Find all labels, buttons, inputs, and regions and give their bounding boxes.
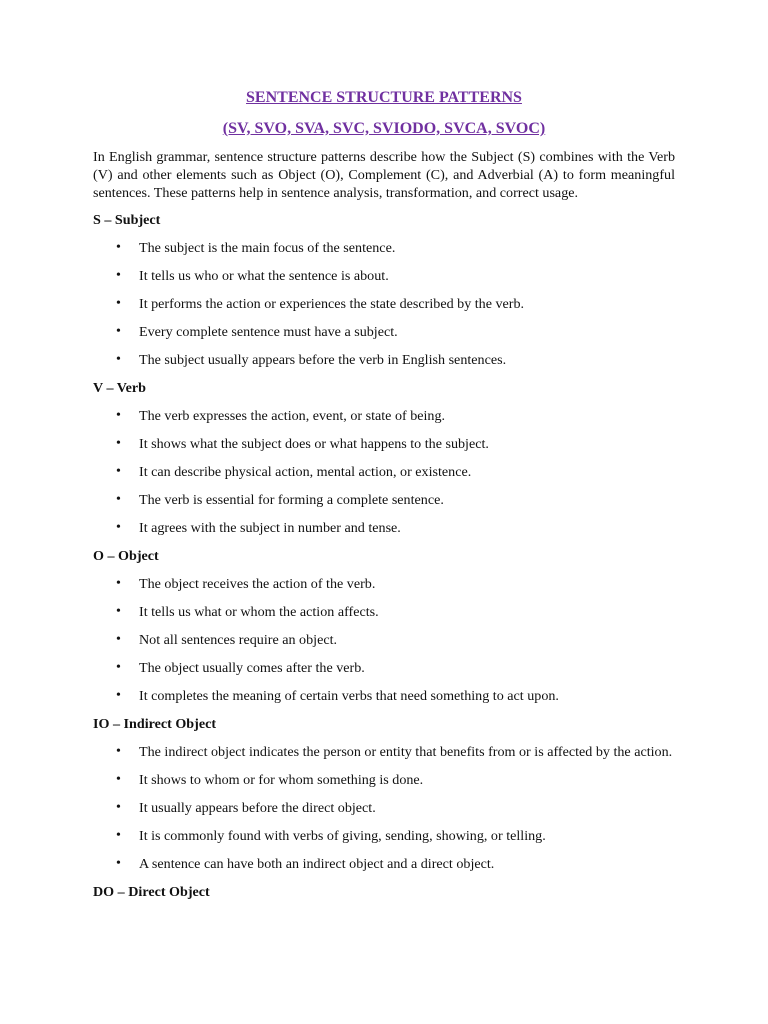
list-item-text: A sentence can have both an indirect object and a direct object. <box>139 856 495 872</box>
list-item-text: It completes the meaning of certain verbs that need something to act upon. <box>139 688 559 704</box>
list-item-text: It can describe physical action, mental action, or existence. <box>139 464 472 480</box>
list-item <box>93 491 675 509</box>
bullet-list <box>93 575 675 705</box>
list-item-text: The object usually comes after the verb. <box>139 660 365 676</box>
bullet-icon: • <box>116 604 121 619</box>
list-item <box>93 659 675 677</box>
list-item-text: The indirect object indicates the person or entity that benefits from or is affected by the action. <box>139 744 673 760</box>
list-item-text: Every complete sentence must have a subject. <box>139 324 398 340</box>
list-item-text: The subject is the main focus of the sentence. <box>139 240 396 256</box>
list-item <box>93 827 675 845</box>
list-item-text: Not all sentences require an object. <box>139 632 338 648</box>
bullet-list <box>93 239 675 369</box>
list-item-text: It shows to whom or for whom something is done. <box>139 772 424 788</box>
list-item <box>93 799 675 817</box>
list-item <box>93 743 675 761</box>
bullet-icon: • <box>116 520 121 535</box>
bullet-icon: • <box>116 352 121 367</box>
sections-container <box>93 211 675 901</box>
bullet-icon: • <box>116 324 121 339</box>
list-item <box>93 351 675 369</box>
list-item-text: The object receives the action of the verb. <box>139 576 376 592</box>
bullet-icon: • <box>116 492 121 507</box>
bullet-icon: • <box>116 408 121 423</box>
list-item <box>93 519 675 537</box>
document-title: SENTENCE STRUCTURE PATTERNS <box>246 89 522 106</box>
bullet-icon: • <box>116 576 121 591</box>
list-item <box>93 295 675 313</box>
list-item-text: It shows what the subject does or what happens to the subject. <box>139 436 489 452</box>
bullet-icon: • <box>116 240 121 255</box>
intro-paragraph: In English grammar, sentence structure patterns describe how the Subject (S) combines with the Verb (V) and other elements such as Object (O), Complement (C), and Adverbial (A) to form meaningful sentences. These patterns help in sentence analysis, transformation, and correct usage. <box>93 149 675 201</box>
bullet-icon: • <box>116 632 121 647</box>
list-item <box>93 855 675 873</box>
list-item <box>93 687 675 705</box>
bullet-icon: • <box>116 800 121 815</box>
document-subtitle: (SV, SVO, SVA, SVC, SVIODO, SVCA, SVOC) <box>222 120 546 137</box>
list-item <box>93 631 675 649</box>
list-item <box>93 575 675 593</box>
list-item-text: The verb expresses the action, event, or state of being. <box>139 408 446 424</box>
list-item <box>93 603 675 621</box>
list-item-text: It performs the action or experiences the state described by the verb. <box>139 296 525 312</box>
section-heading: V – Verb <box>93 380 146 396</box>
section-heading: IO – Indirect Object <box>93 716 217 732</box>
bullet-icon: • <box>116 688 121 703</box>
bullet-icon: • <box>116 828 121 843</box>
list-item-text: It is commonly found with verbs of giving, sending, showing, or telling. <box>139 828 546 844</box>
list-item <box>93 407 675 425</box>
list-item <box>93 463 675 481</box>
bullet-icon: • <box>116 296 121 311</box>
list-item <box>93 267 675 285</box>
bullet-icon: • <box>116 436 121 451</box>
list-item-text: It usually appears before the direct object. <box>139 800 376 816</box>
section-heading: O – Object <box>93 548 159 564</box>
bullet-icon: • <box>116 660 121 675</box>
bullet-list <box>93 743 675 873</box>
bullet-icon: • <box>116 744 121 759</box>
bullet-icon: • <box>116 268 121 283</box>
list-item <box>93 771 675 789</box>
bullet-list <box>93 407 675 537</box>
list-item <box>93 323 675 341</box>
list-item-text: The verb is essential for forming a complete sentence. <box>139 492 444 508</box>
list-item-text: It tells us what or whom the action affects. <box>139 604 379 620</box>
list-item <box>93 239 675 257</box>
list-item-text: It agrees with the subject in number and tense. <box>139 520 401 536</box>
list-item-text: It tells us who or what the sentence is about. <box>139 268 389 284</box>
section-heading: DO – Direct Object <box>93 884 210 900</box>
section-heading: S – Subject <box>93 212 161 228</box>
bullet-icon: • <box>116 856 121 871</box>
list-item-text: The subject usually appears before the verb in English sentences. <box>139 352 507 368</box>
list-item <box>93 435 675 453</box>
bullet-icon: • <box>116 464 121 479</box>
bullet-icon: • <box>116 772 121 787</box>
